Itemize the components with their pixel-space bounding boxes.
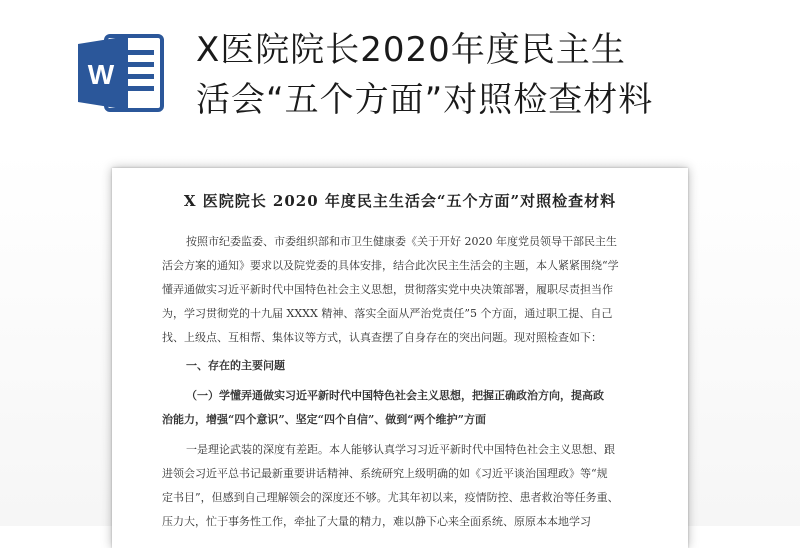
intro-line: 活会方案的通知》要求以及院党委的具体安排，结合此次民主生活会的主题，本人紧紧围绕“学	[162, 259, 619, 272]
header-banner	[0, 0, 800, 150]
body-paragraph	[162, 438, 650, 534]
intro-line: 按照市纪委监委、市委组织部和市卫生健康委《关于开好 2020 年度党员领导干部民主生	[186, 235, 617, 248]
subsection-line: （一）学懂弄通做实习近平新时代中国特色社会主义思想，把握正确政治方向，提高政	[186, 389, 604, 402]
section-heading: 一、存在的主要问题	[186, 359, 285, 372]
document-page[interactable]	[112, 168, 688, 548]
body-line: 压力大，忙于事务性工作，牵扯了大量的精力，难以静下心来全面系统、原原本本地学习	[162, 515, 591, 528]
intro-line: 找、上级点、互相帮、集体议等方式，认真查摆了自身存在的突出问题。现对照检查如下：	[162, 331, 602, 344]
subsection-line: 治能力，增强“四个意识”、坚定“四个自信”、做到“两个维护”方面	[162, 413, 486, 426]
intro-paragraph	[162, 230, 650, 350]
intro-line: 为，学习贯彻党的十九届 XXXX 精神、落实全面从严治党责任”5 个方面，通过职工提、自己	[162, 307, 613, 320]
body-line: 一是理论武装的深度有差距。本人能够认真学习习近平新时代中国特色社会主义思想、跟	[186, 443, 615, 456]
page-title-line-1: X医院院长2020年度民主生	[196, 30, 626, 70]
subsection-heading	[162, 384, 650, 432]
body-line: 定书目”，但感到自己理解领会的深度还不够。尤其年初以来，疫情防控、患者救治等任务重、	[162, 491, 619, 504]
page-title-line-2: 活会“五个方面”对照检查材料	[196, 80, 654, 120]
body-line: 进领会习近平总书记最新重要讲话精神、系统研究上级明确的如《习近平谈治国理政》等“规	[162, 467, 608, 480]
intro-line: 懂弄通做实习近平新时代中国特色社会主义思想，贯彻落实党中央决策部署，履职尽责担当作	[162, 283, 613, 296]
word-icon-letter: W	[87, 59, 115, 90]
word-icon	[76, 32, 166, 114]
document-title: X 医院院长 2020 年度民主生活会“五个方面”对照检查材料	[183, 192, 617, 210]
